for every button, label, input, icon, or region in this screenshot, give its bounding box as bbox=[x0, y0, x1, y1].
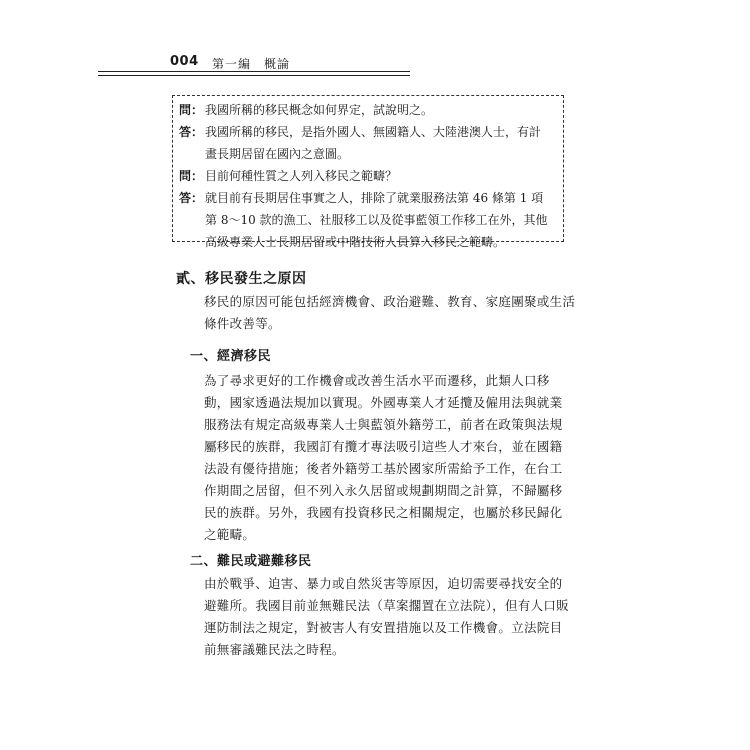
paragraph-line: 為了尋求更好的工作機會或改善生活水平而遷移，此類人口移 bbox=[204, 373, 550, 388]
paragraph-line: 由於戰爭、迫害、暴力或自然災害等原因，迫切需要尋找安全的 bbox=[204, 576, 563, 591]
answer-text: 高級專業人士長期居留或中階技術人員算入移民之範疇。 bbox=[205, 235, 506, 249]
section-intro-line: 移民的原因可能包括經濟機會、政治避難、教育、家庭團聚或生活 bbox=[204, 294, 576, 309]
answer-tag: 答： bbox=[179, 191, 204, 205]
qa-question bbox=[179, 99, 433, 121]
section-title: 貳、移民發生之原因 bbox=[176, 271, 307, 287]
paragraph-line: 屬移民的族群，我國訂有攬才專法吸引這些人才來台，並在國籍 bbox=[204, 439, 563, 454]
answer-text: 畫長期居留在國內之意圖。 bbox=[205, 147, 350, 161]
chapter-title: 第一編 概論 bbox=[212, 57, 291, 71]
subsection-title-refugee: 二、難民或避難移民 bbox=[190, 554, 312, 569]
question-tag: 問： bbox=[179, 103, 204, 117]
paragraph-line: 民的族群。另外，我國有投資移民之相關規定，也屬於移民歸化 bbox=[204, 505, 563, 520]
qa-box bbox=[172, 95, 564, 249]
question-tag: 問： bbox=[179, 169, 204, 183]
paragraph-line: 避難所。我國目前並無難民法（草案擱置在立法院），但有人口販 bbox=[204, 598, 569, 613]
qa-answer bbox=[179, 187, 543, 209]
answer-text: 我國所稱的移民，是指外國人、無國籍人、大陸港澳人士，有計 bbox=[205, 125, 542, 139]
subsection-title-economic: 一、經濟移民 bbox=[190, 349, 272, 364]
section-intro-line: 條件改善等。 bbox=[204, 316, 281, 331]
header-rule-thick bbox=[98, 71, 410, 72]
answer-text: 第 8～10 款的漁工、社服移工以及從事藍領工作移工在外，其他 bbox=[205, 213, 548, 227]
question-text: 我國所稱的移民概念如何界定，試說明之。 bbox=[205, 103, 434, 117]
paragraph-line: 作期間之居留，但不列入永久居留或規劃期間之計算，不歸屬移 bbox=[204, 483, 563, 498]
paragraph-line: 服務法有規定高級專業人士與藍領外籍勞工，前者在政策與法規 bbox=[204, 417, 563, 432]
question-text: 目前何種性質之人列入移民之範疇？ bbox=[205, 169, 398, 183]
qa-question bbox=[179, 165, 397, 187]
paragraph-line: 之範疇。 bbox=[204, 527, 256, 542]
qa-answer bbox=[179, 121, 541, 143]
paragraph-line: 前無審議難民法之時程。 bbox=[204, 642, 345, 657]
paragraph-line: 法設有優待措施；後者外籍勞工基於國家所需給予工作，在台工 bbox=[204, 461, 563, 476]
paragraph-line: 運防制法之規定，對被害人有安置措施以及工作機會。立法院目 bbox=[204, 620, 563, 635]
header-rule-thin bbox=[98, 75, 410, 76]
paragraph-line: 動，國家透過法規加以實現。外國專業人才延攬及僱用法與就業 bbox=[204, 395, 563, 410]
answer-text: 就目前有長期居住事實之人，排除了就業服務法第 46 條第 1 項 bbox=[205, 191, 544, 205]
answer-tag: 答： bbox=[179, 125, 204, 139]
page-number: 004 bbox=[170, 54, 199, 69]
